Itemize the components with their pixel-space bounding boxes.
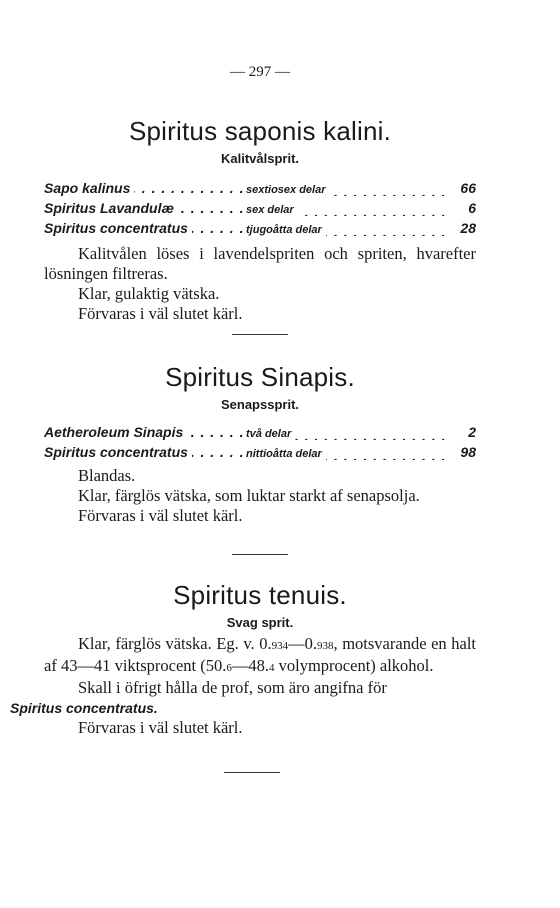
page-number: — 297 — xyxy=(230,64,290,80)
recipe-row xyxy=(44,220,476,240)
paragraph: Förvaras i väl slutet kärl. xyxy=(78,718,243,737)
ingredient-quantity-word: sextiosex delar xyxy=(246,184,330,196)
section-title-saponis: Spiritus saponis kalini. xyxy=(128,116,392,146)
paragraph: Blandas. xyxy=(78,466,136,485)
ingredient-quantity-word: sex delar xyxy=(246,204,298,216)
section-text-tenuis xyxy=(10,634,476,738)
section-subtitle-tenuis: Svag sprit. xyxy=(226,615,294,630)
recipe-row xyxy=(44,200,476,220)
recipe-list-saponis xyxy=(44,180,476,240)
section-title-sinapis: Spiritus Sinapis. xyxy=(165,362,355,392)
test-reference: Spiritus concentratus. xyxy=(10,700,158,716)
ingredient-quantity-word: två delar xyxy=(246,428,295,440)
test-paragraph: Skall i öfrigt hålla de prof, som äro angifna för Spiritus concentratus. xyxy=(10,678,387,716)
ingredient-quantity: 98 xyxy=(460,444,476,460)
ingredient-name: Aetheroleum Sinapis xyxy=(44,424,187,440)
section-subtitle-saponis: Kalitvålsprit. xyxy=(220,151,300,166)
ingredient-name: Spiritus concentratus xyxy=(44,220,192,236)
ingredient-quantity: 66 xyxy=(460,180,476,196)
recipe-list-sinapis xyxy=(44,424,476,464)
ingredient-quantity: 28 xyxy=(460,220,476,236)
ingredient-quantity: 2 xyxy=(468,424,476,440)
section-text-sinapis xyxy=(44,466,476,526)
section-title-tenuis: Spiritus tenuis. xyxy=(173,580,347,610)
ingredient-quantity-word: tjugoåtta delar xyxy=(246,224,326,236)
paragraph: Klar, färglös vätska, som luktar starkt af senapsolja. xyxy=(78,486,420,505)
ingredient-name: Spiritus Lavandulæ xyxy=(44,200,178,216)
paragraph: Klar, gulaktig vätska. xyxy=(78,284,220,303)
ingredient-name: Sapo kalinus xyxy=(44,180,134,196)
section-subtitle-sinapis: Senapssprit. xyxy=(220,397,300,412)
paragraph: Kalitvålen löses i lavendelspriten och spriten, hvarefter lösningen filtreras. xyxy=(44,244,476,283)
section-divider xyxy=(232,554,288,555)
section-divider xyxy=(224,772,280,773)
ingredient-name: Spiritus concentratus xyxy=(44,444,192,460)
ingredient-quantity-word: nittioåtta delar xyxy=(246,448,326,460)
ingredient-quantity: 6 xyxy=(468,200,476,216)
paragraph: Förvaras i väl slutet kärl. xyxy=(78,506,243,525)
section-divider xyxy=(232,334,288,335)
recipe-row xyxy=(44,444,476,464)
recipe-row xyxy=(44,180,476,200)
recipe-row xyxy=(44,424,476,444)
section-text-saponis xyxy=(44,244,476,324)
description-paragraph: Klar, färglös vätska. Eg. v. 0.934—0.938, motsvarande en halt af 43—41 viktsprocent (50.6—48.4 volymprocent) alkohol. xyxy=(44,634,476,675)
paragraph: Förvaras i väl slutet kärl. xyxy=(78,304,243,323)
